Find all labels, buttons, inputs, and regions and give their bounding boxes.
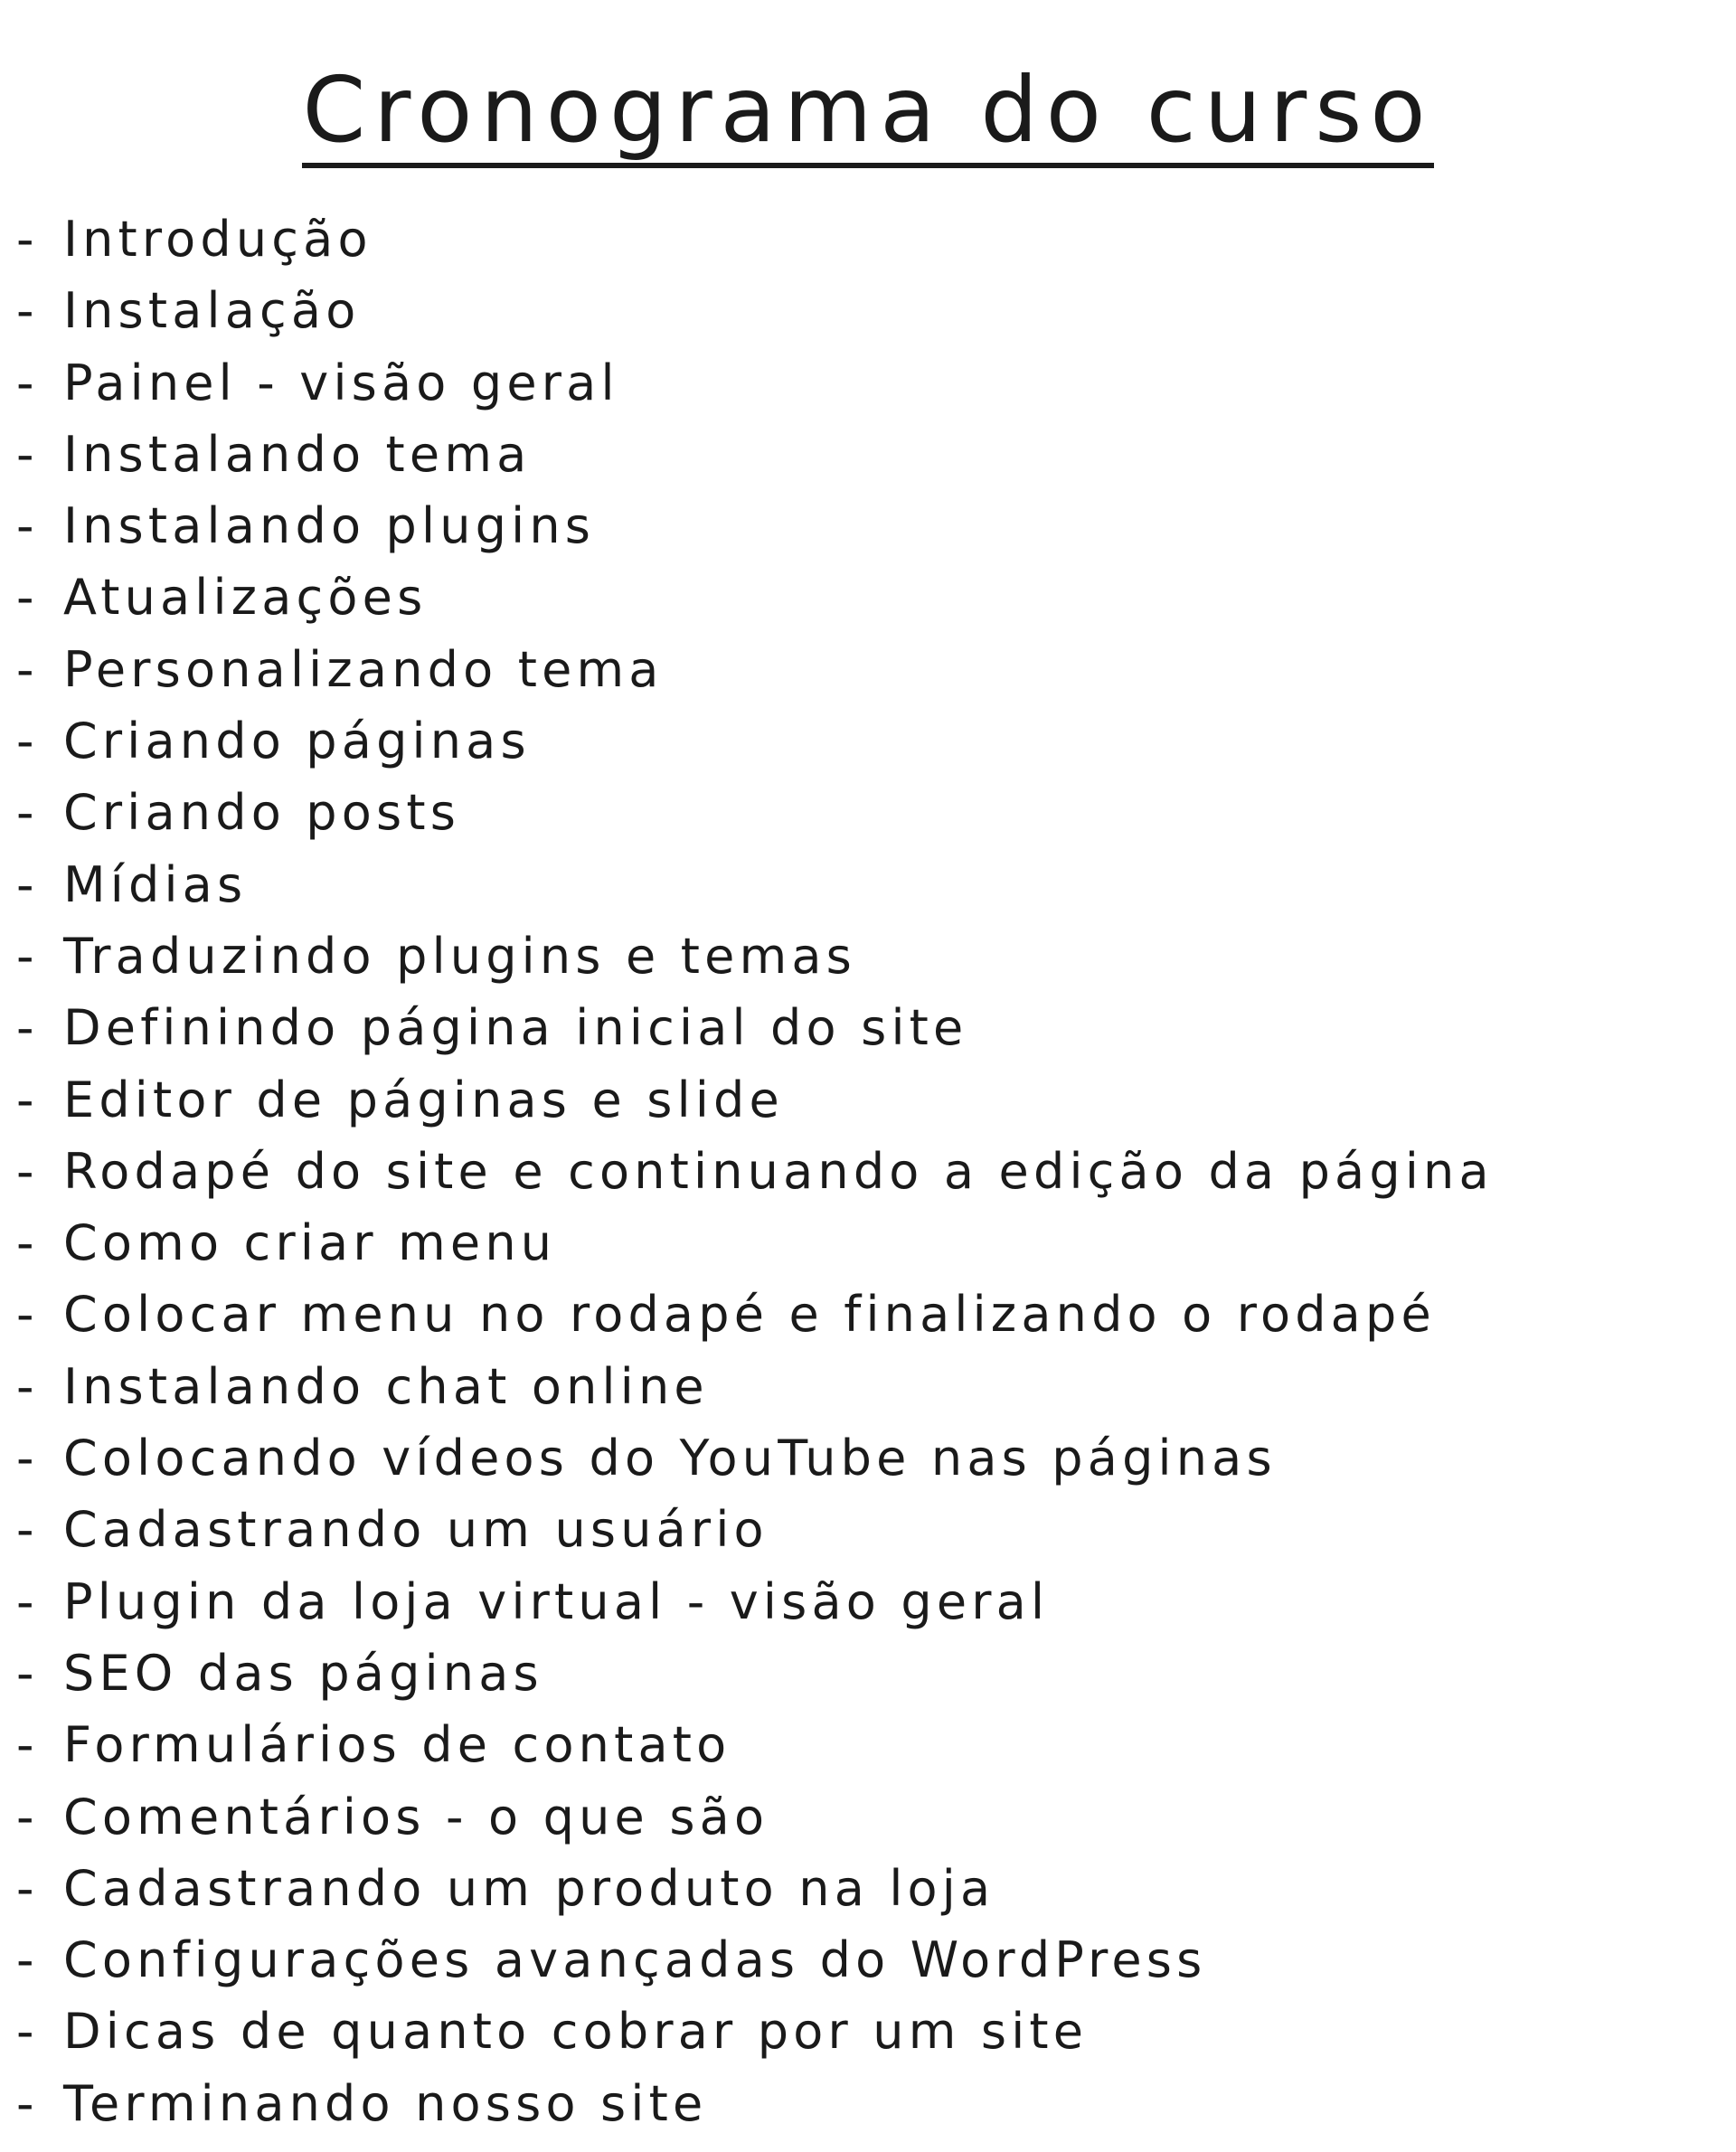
list-item-text: Editor de páginas e slide — [63, 1071, 784, 1128]
list-item — [16, 1853, 1494, 1924]
bullet-dash: - — [16, 2003, 39, 2061]
list-item-text: Atualizações — [63, 569, 428, 627]
bullet-dash: - — [16, 1788, 39, 1845]
bullet-dash: - — [16, 2074, 39, 2132]
bullet-dash: - — [16, 1071, 39, 1128]
bullet-dash: - — [16, 1716, 39, 1774]
list-item-text: Painel - visão geral — [63, 354, 619, 411]
list-item — [16, 1494, 1494, 1565]
bullet-dash: - — [16, 784, 39, 842]
list-item-text: Traduzindo plugins e temas — [63, 927, 857, 985]
list-item — [16, 562, 1494, 633]
list-item-text: Cadastrando um usuário — [63, 1501, 769, 1559]
list-item-text: Dicas de quanto cobrar por um site — [63, 2003, 1089, 2061]
list-item-text: Rodapé do site e continuando a edição da página — [63, 1142, 1494, 1200]
bullet-dash: - — [16, 1357, 39, 1415]
list-item-text: Instalando tema — [63, 425, 532, 483]
bullet-dash: - — [16, 425, 39, 483]
bullet-dash: - — [16, 1286, 39, 1344]
list-item-text: Mídias — [63, 855, 248, 913]
list-item-text: Personalizando tema — [63, 640, 664, 698]
list-item — [16, 203, 1494, 275]
list-item — [16, 1566, 1494, 1638]
bullet-dash: - — [16, 855, 39, 913]
list-item — [16, 2068, 1494, 2139]
list-item-text: Colocar menu no rodapé e finalizando o rodapé — [63, 1286, 1436, 1344]
page-title — [0, 56, 1736, 165]
list-item-text: Plugin da loja virtual - visão geral — [63, 1572, 1050, 1630]
bullet-dash: - — [16, 1931, 39, 1989]
list-item-text: Criando páginas — [63, 713, 531, 770]
list-item-text: Criando posts — [63, 784, 461, 842]
list-item-text: Terminando nosso site — [63, 2074, 708, 2132]
list-item-text: Definindo página inicial do site — [63, 999, 968, 1057]
bullet-dash: - — [16, 1142, 39, 1200]
bullet-dash: - — [16, 282, 39, 340]
list-item-text: Introdução — [63, 211, 373, 268]
bullet-dash: - — [16, 497, 39, 555]
list-item-text: Formulários de contato — [63, 1716, 731, 1774]
bullet-dash: - — [16, 1430, 39, 1487]
list-item-text: Instalando chat online — [63, 1357, 709, 1415]
list-item — [16, 849, 1494, 920]
bullet-dash: - — [16, 1572, 39, 1630]
bullet-dash: - — [16, 354, 39, 411]
list-item-text: Instalação — [63, 282, 361, 340]
list-item — [16, 1996, 1494, 2067]
list-item — [16, 419, 1494, 490]
list-item — [16, 1207, 1494, 1279]
list-item-text: SEO das páginas — [63, 1644, 543, 1702]
list-item-text: Colocando vídeos do YouTube nas páginas — [63, 1430, 1277, 1487]
bullet-dash: - — [16, 927, 39, 985]
list-item — [16, 1064, 1494, 1136]
list-item-text: Cadastrando um produto na loja — [63, 1859, 995, 1917]
list-item-text: Comentários - o que são — [63, 1788, 769, 1845]
list-item — [16, 992, 1494, 1063]
topic-list — [16, 203, 1494, 2139]
list-item — [16, 777, 1494, 848]
list-item — [16, 705, 1494, 777]
bullet-dash: - — [16, 640, 39, 698]
list-item — [16, 1924, 1494, 1996]
list-item — [16, 1781, 1494, 1853]
bullet-dash: - — [16, 713, 39, 770]
bullet-dash: - — [16, 1644, 39, 1702]
bullet-dash: - — [16, 569, 39, 627]
list-item — [16, 1279, 1494, 1350]
list-item-text: Como criar menu — [63, 1214, 557, 1272]
bullet-dash: - — [16, 211, 39, 268]
list-item — [16, 1422, 1494, 1494]
list-item — [16, 1638, 1494, 1709]
page-title-text: Cronograma do curso — [302, 57, 1433, 168]
list-item — [16, 1136, 1494, 1207]
bullet-dash: - — [16, 1501, 39, 1559]
list-item-text: Instalando plugins — [63, 497, 596, 555]
bullet-dash: - — [16, 1859, 39, 1917]
list-item — [16, 920, 1494, 992]
list-item — [16, 634, 1494, 705]
list-item-text: Configurações avançadas do WordPress — [63, 1931, 1207, 1989]
bullet-dash: - — [16, 999, 39, 1057]
bullet-dash: - — [16, 1214, 39, 1272]
list-item — [16, 275, 1494, 346]
list-item — [16, 347, 1494, 419]
list-item — [16, 490, 1494, 562]
list-item — [16, 1709, 1494, 1780]
list-item — [16, 1351, 1494, 1422]
